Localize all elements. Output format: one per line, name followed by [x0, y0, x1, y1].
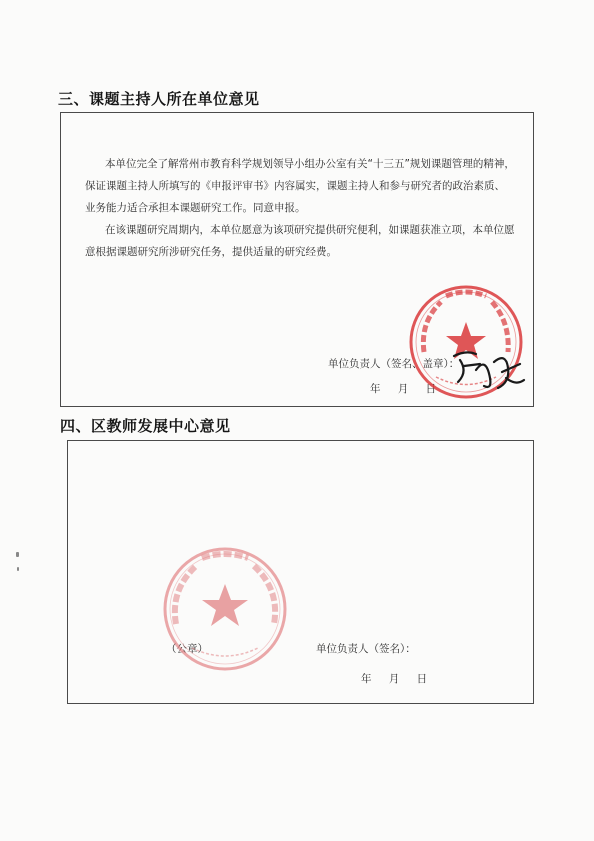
section3-heading: 三、课题主持人所在单位意见 — [58, 90, 260, 108]
scan-speck — [16, 552, 19, 557]
handwritten-signature — [446, 342, 526, 394]
date-label: 年 月 日 — [361, 673, 428, 685]
date-label: 年 月 日 — [370, 383, 437, 395]
signature-label: 单位负责人（签名）： — [316, 643, 416, 655]
seal-label: （公章） — [166, 643, 208, 655]
opinion-paragraph-1: 本单位完全了解常州市教育科学规划领导小组办公室有关“十三五”规划课题管理的精神，保证课题主持人所填写的《申报评审书》内容属实，课题主持人和参与研究者的政治素质、业务能力适合承担本课题研究工作。同意申报。 — [85, 158, 515, 214]
section4-heading: 四、区教师发展中心意见 — [60, 417, 231, 435]
signature-label: 单位负责人（签名、盖章）： — [328, 358, 460, 370]
opinion-paragraph-2: 在该课题研究周期内，本单位愿意为该项研究提供研究便利，如课题获准立项，本单位愿意根据课题研究所涉研究任务，提供适量的研究经费。 — [85, 224, 515, 258]
official-seal — [160, 544, 290, 674]
scan-speck — [17, 567, 19, 571]
center-opinion-box — [67, 440, 534, 704]
